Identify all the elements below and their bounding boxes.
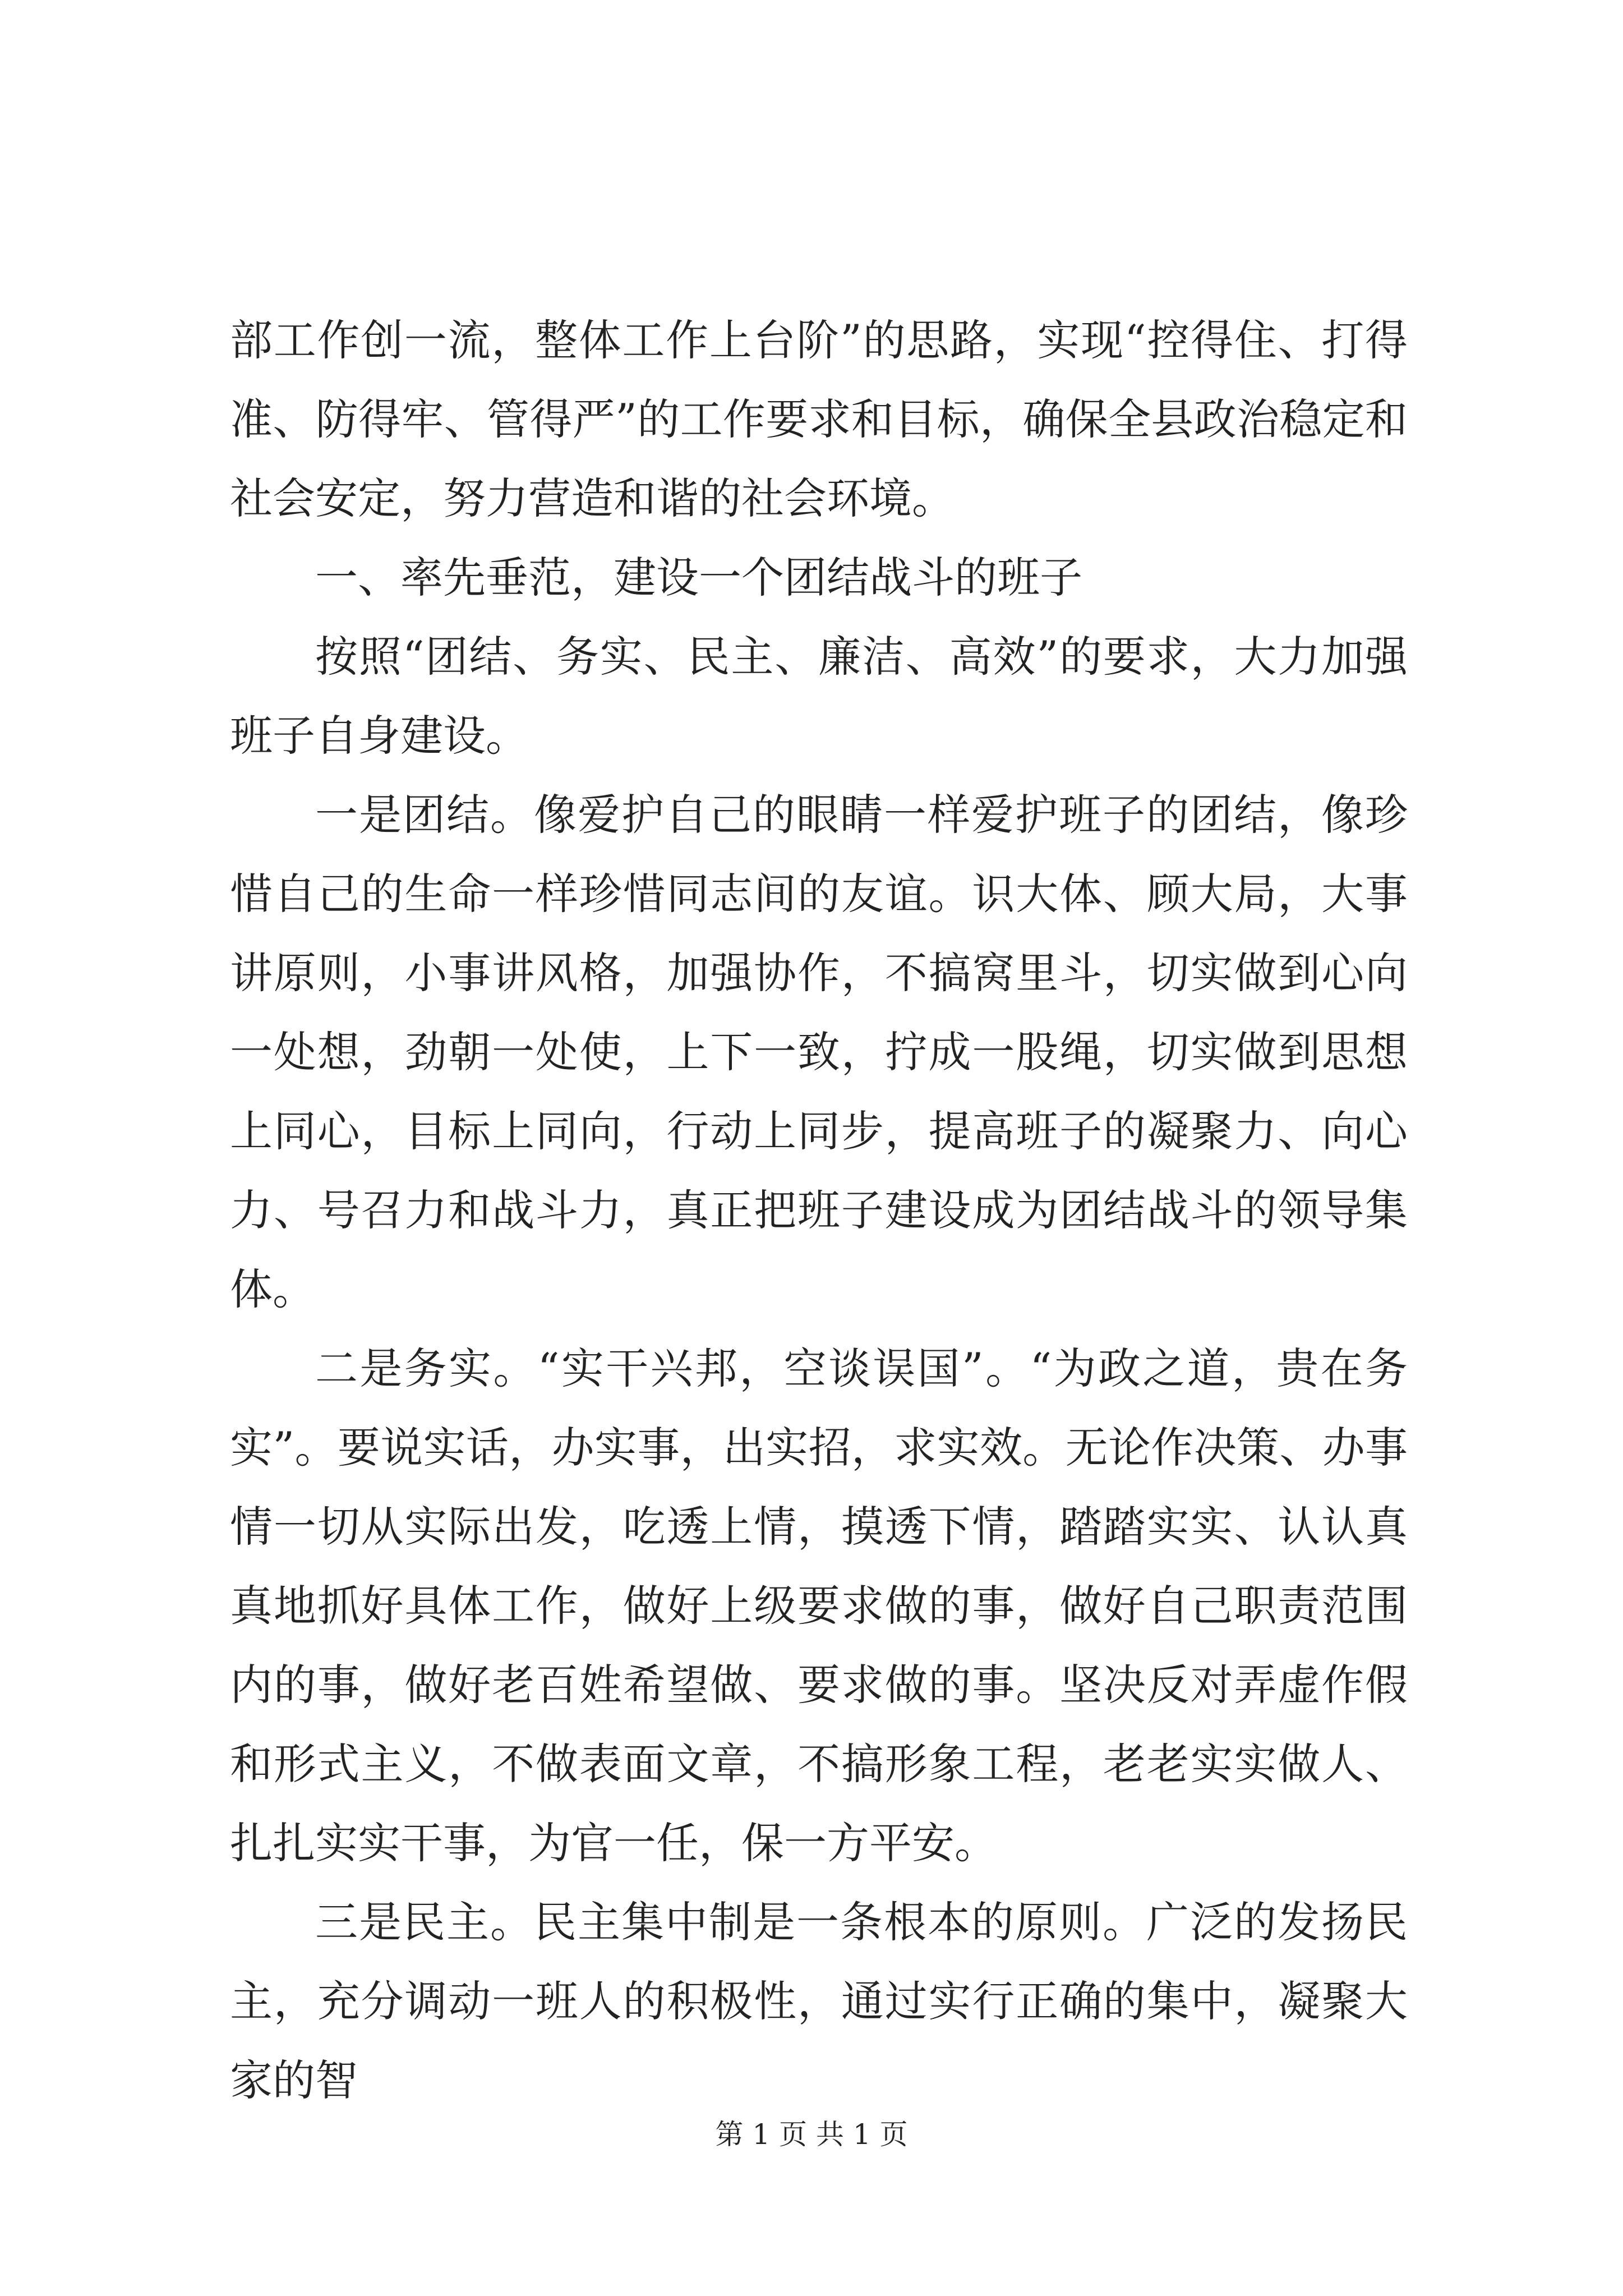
document-body: [230, 301, 1408, 2120]
paragraph: 二是务实。“实干兴邦，空谈误国”。“为政之道，贵在务实”。要说实话，办实事，出实招，求实效。无论作决策、办事情一切从实际出发，吃透上情，摸透下情，踏踏实实、认认真真地抓好具体工作，做好上级要求做的事，做好自己职责范围内的事，做好老百姓希望做、要求做的事。坚决反对弄虚作假和形式主义，不做表面文章，不搞形象工程，老老实实做人、扎扎实实干事，为官一任，保一方平安。: [230, 1343, 1408, 1868]
paragraph-continuation: 部工作创一流，整体工作上台阶”的思路，实现“控得住、打得准、防得牢、管得严”的工作要求和目标，确保全县政治稳定和社会安定，努力营造和谐的社会环境。: [230, 315, 1408, 523]
paragraph: 三是民主。民主集中制是一条根本的原则。广泛的发扬民主，充分调动一班人的积极性，通过实行正确的集中，凝聚大家的智: [230, 1897, 1408, 2105]
paragraph: 按照“团结、务实、民主、廉洁、高效”的要求，大力加强班子自身建设。: [230, 632, 1408, 761]
paragraph: 一是团结。像爱护自己的眼睛一样爱护班子的团结，像珍惜自己的生命一样珍惜同志间的友谊。识大体、顾大局，大事讲原则，小事讲风格，加强协作，不搞窝里斗，切实做到心向一处想，劲朝一处使，上下一致，拧成一股绳，切实做到思想上同心，目标上同向，行动上同步，提高班子的凝聚力、向心力、号召力和战斗力，真正把班子建设成为团结战斗的领导集体。: [230, 790, 1408, 1314]
page-number-footer: 第 1 页 共 1 页: [715, 2118, 908, 2151]
section-heading: 一、率先垂范，建设一个团结战斗的班子: [315, 553, 1082, 602]
